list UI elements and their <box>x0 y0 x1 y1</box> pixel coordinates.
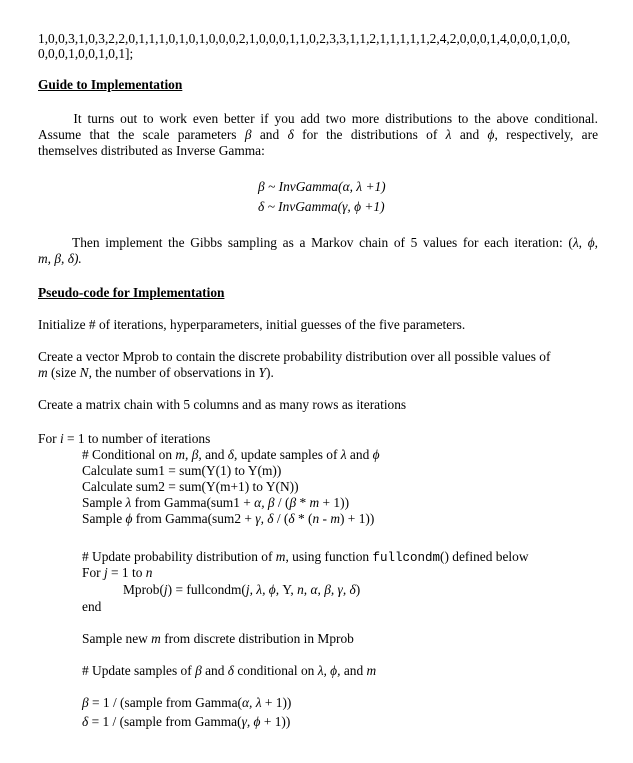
text-segment: , <box>578 235 588 250</box>
text-segment: It turns out to work even better if you add two more distributions to the above conditional. <box>38 111 598 126</box>
text-segment: , update samples of <box>234 447 341 462</box>
text-segment: + 1)) <box>319 495 350 510</box>
math-symbol: i <box>59 431 64 446</box>
math-symbol: δ <box>287 127 294 142</box>
text-segment: ). <box>266 365 274 380</box>
text-segment: + 1)) <box>261 695 292 710</box>
text-segment: (size <box>47 365 80 380</box>
text-segment: ) = fullcondm( <box>167 582 246 597</box>
text-line <box>38 251 82 267</box>
text-line <box>38 31 570 47</box>
text-segment: and <box>251 127 288 142</box>
equation-line <box>258 199 385 215</box>
text-segment: For <box>82 565 104 580</box>
text-segment: Y, <box>279 582 298 597</box>
text-line <box>82 495 349 511</box>
math-symbol: m <box>275 549 286 564</box>
text-line <box>38 365 274 381</box>
math-symbol: β <box>82 695 89 710</box>
text-segment: conditional on <box>234 663 318 678</box>
math-symbol: m <box>309 495 320 510</box>
text-segment: and <box>201 663 228 678</box>
text-segment: ) + 1)) <box>340 511 375 526</box>
text-segment: Create a matrix chain with 5 columns and as many rows as iterations <box>38 397 407 412</box>
text-line <box>38 349 550 365</box>
math-symbol: N <box>79 365 89 380</box>
text-segment: / ( <box>273 511 289 526</box>
math-symbol: α, β <box>254 495 275 510</box>
text-segment: , respectively, are <box>494 127 599 142</box>
math-symbol: m <box>151 631 161 646</box>
text-segment: Sample <box>82 495 126 510</box>
math-symbol: n <box>145 565 153 580</box>
text-segment: ) <box>355 582 361 597</box>
math-symbol: δ <box>227 447 235 462</box>
text-segment: and <box>201 447 228 462</box>
math-symbol: β <box>244 127 252 142</box>
math-symbol: ). <box>73 251 82 266</box>
math-symbol: β <box>195 663 202 678</box>
text-line <box>82 565 152 581</box>
math-symbol: β ~ InvGamma(α, λ +1) <box>258 179 386 194</box>
math-symbol: λ <box>340 447 347 462</box>
text-line <box>38 397 406 413</box>
text-segment: Calculate sum2 = sum(Y(m+1) to Y(N)) <box>82 479 299 494</box>
math-symbol: j <box>103 565 108 580</box>
text-segment: = 1 / (sample from Gamma( <box>88 695 242 710</box>
text-segment: / ( <box>274 495 290 510</box>
text-segment: 0,0,0,1,0,0,1,0,1]; <box>38 46 134 61</box>
text-line <box>38 431 210 447</box>
text-segment: = 1 / (sample from Gamma( <box>88 714 242 729</box>
text-segment: Create a vector Mprob to contain the discrete probability distribution over all possible values of <box>38 349 551 364</box>
math-symbol: δ ~ InvGamma(γ, ϕ +1) <box>258 199 385 214</box>
text-segment: Initialize # of iterations, hyperparameters, initial guesses of the five parameters. <box>38 317 466 332</box>
text-segment: from Gamma(sum2 + <box>132 511 256 526</box>
text-segment: , <box>594 235 598 250</box>
text-segment: For <box>38 431 60 446</box>
equation-line <box>258 179 386 195</box>
math-symbol: λ, ϕ, <box>317 663 341 678</box>
text-segment: = 1 to number of iterations <box>63 431 211 446</box>
math-symbol: λ <box>445 127 452 142</box>
text-segment: - <box>319 511 331 526</box>
text-segment: and <box>346 447 373 462</box>
math-symbol: δ <box>288 511 295 526</box>
math-symbol: γ, δ <box>255 511 274 526</box>
text-segment: # Update probability distribution of <box>82 549 276 564</box>
math-symbol: m, β, <box>175 447 202 462</box>
text-segment: for the distributions of <box>293 127 446 142</box>
text-line <box>123 582 360 598</box>
text-segment: , using function <box>285 549 373 564</box>
text-segment: Sample <box>82 511 126 526</box>
text-segment: end <box>82 599 102 614</box>
text-segment: Calculate sum1 = sum(Y(1) to Y(m)) <box>82 463 282 478</box>
text-segment: = 1 to <box>107 565 146 580</box>
text-segment: , the number of observations in <box>88 365 259 380</box>
text-line <box>82 663 376 679</box>
math-symbol: m <box>38 365 48 380</box>
text-segment: from Gamma(sum1 + <box>131 495 255 510</box>
text-line <box>38 127 598 143</box>
text-line <box>38 46 133 62</box>
text-segment: + 1)) <box>260 714 291 729</box>
math-symbol: γ, ϕ <box>241 714 261 729</box>
text-segment: Sample new <box>82 631 152 646</box>
math-symbol: ϕ <box>372 447 380 462</box>
math-symbol: Y <box>258 365 266 380</box>
text-line <box>82 631 354 647</box>
math-symbol: m <box>366 663 377 678</box>
math-symbol: fullcondm <box>372 551 440 565</box>
text-segment: Pseudo-code for Implementation <box>38 285 225 300</box>
text-segment: Mprob( <box>123 582 164 597</box>
math-symbol: j, λ, ϕ, <box>245 582 280 597</box>
text-segment: Assume that the scale parameters <box>38 127 245 142</box>
math-symbol: j <box>163 582 168 597</box>
text-segment: # Conditional on <box>82 447 176 462</box>
math-symbol: n, α, β, γ, δ <box>297 582 356 597</box>
math-symbol: λ <box>572 235 579 250</box>
math-symbol: λ <box>125 495 132 510</box>
math-symbol: n <box>312 511 320 526</box>
math-symbol: α, λ <box>242 695 262 710</box>
text-line <box>82 549 529 566</box>
math-symbol: δ <box>82 714 89 729</box>
text-line <box>38 317 465 333</box>
text-line <box>82 447 380 463</box>
text-segment: # Update samples of <box>82 663 196 678</box>
text-segment: () defined below <box>440 549 529 564</box>
math-symbol: ϕ <box>125 511 133 526</box>
text-line <box>82 695 291 711</box>
text-line <box>38 111 598 127</box>
text-line <box>38 143 265 159</box>
text-segment: Then implement the Gibbs sampling as a Markov chain of 5 values for each iteration: ( <box>38 235 573 250</box>
math-symbol: β <box>289 495 297 510</box>
math-symbol: ϕ <box>487 127 495 142</box>
section-heading <box>38 285 224 301</box>
text-segment: * <box>296 495 310 510</box>
text-line <box>82 511 374 527</box>
text-segment: * ( <box>294 511 313 526</box>
math-symbol: ϕ <box>587 235 595 250</box>
text-line <box>82 463 281 479</box>
text-line <box>82 479 299 495</box>
text-segment: themselves distributed as Inverse Gamma: <box>38 143 265 158</box>
math-symbol: m, β, δ <box>38 251 74 266</box>
text-segment: Guide to Implementation <box>38 77 183 92</box>
math-symbol: δ <box>227 663 234 678</box>
text-segment: 1,0,0,3,1,0,3,2,2,0,1,1,1,0,1,0,1,0,0,0,2,1,0,0,0,1,1,0,2,3,3,1,1,2,1,1,1,1,1,2,4,2,0,0,0,1,4,0,0,0,1,0,0, <box>38 31 571 46</box>
math-symbol: m <box>330 511 340 526</box>
text-line <box>82 714 290 730</box>
section-heading <box>38 77 182 93</box>
text-line <box>82 599 101 615</box>
text-segment: from discrete distribution in Mprob <box>160 631 354 646</box>
text-segment: and <box>451 127 488 142</box>
text-segment: and <box>340 663 367 678</box>
text-line <box>38 235 598 251</box>
